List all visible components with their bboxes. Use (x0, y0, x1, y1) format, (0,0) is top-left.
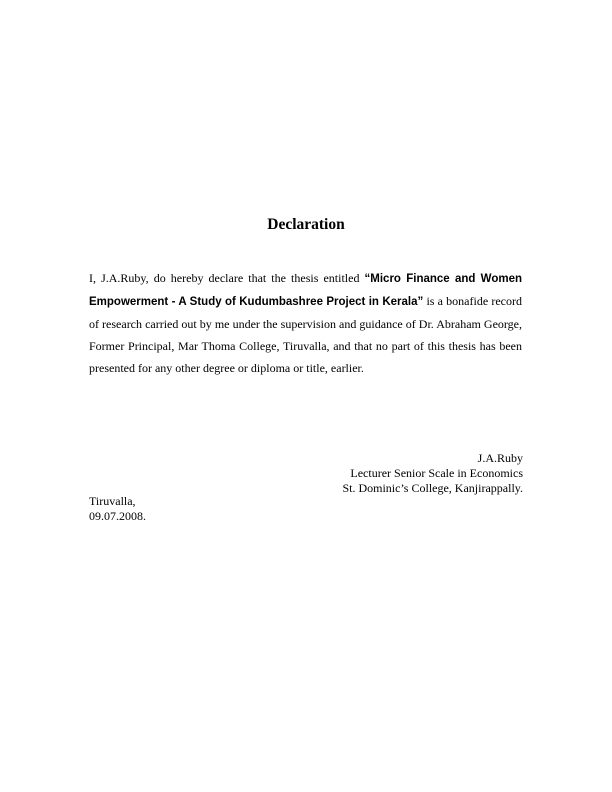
place: Tiruvalla, (89, 494, 136, 508)
declaration-intro: I, J.A.Ruby, do hereby declare that the thesis entitled (89, 271, 365, 285)
page-title: Declaration (267, 216, 345, 233)
signatory-institution: St. Dominic’s College, Kanjirappally. (342, 481, 523, 495)
signature-block (342, 451, 523, 496)
place-date-block (89, 494, 146, 524)
declaration-rest: is a bonafide record of research carried out by me under the supervision and guidance of Dr. Abraham George, Former Principal, Mar Thoma College, Tiruvalla, and that no part of this thesis has been presented for any other degree or diploma or title, earlier. (89, 294, 522, 375)
signatory-designation: Lecturer Senior Scale in Economics (350, 466, 523, 480)
signatory-name: J.A.Ruby (477, 451, 523, 465)
date: 09.07.2008. (89, 509, 146, 523)
declaration-paragraph (89, 267, 522, 379)
thesis-title: “Micro Finance and Women Empowerment - A Study of Kudumbashree Project in Kerala” (89, 273, 522, 308)
